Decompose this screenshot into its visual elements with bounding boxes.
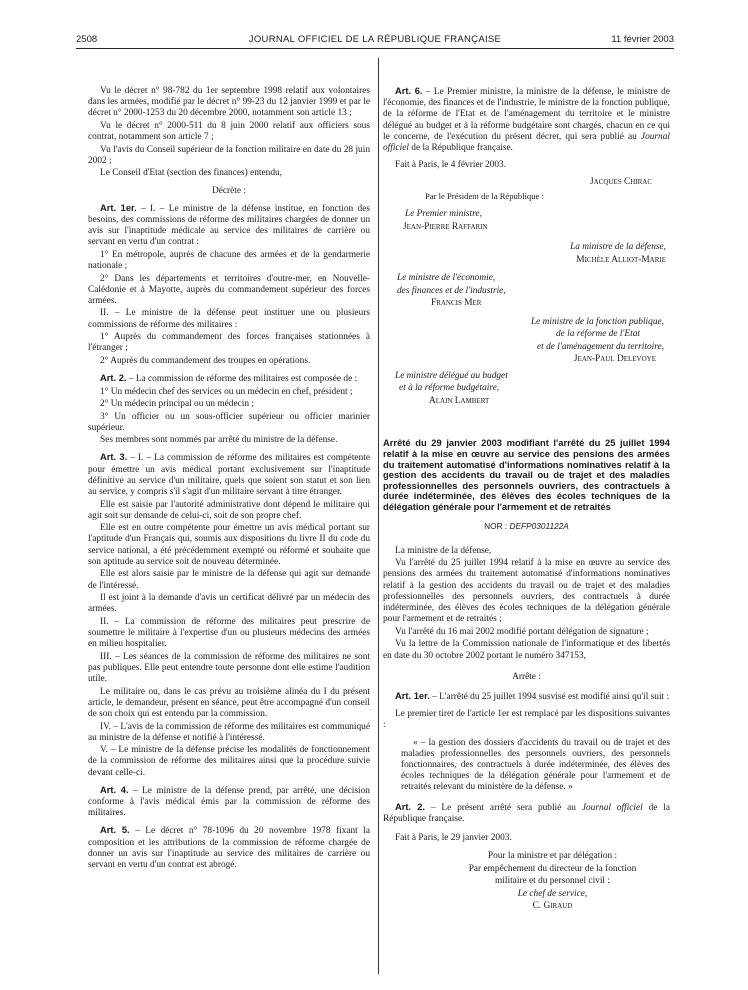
fait-date: Fait à Paris, le 29 janvier 2003.	[395, 832, 512, 843]
paragraph: 1° Auprès du commandement des forces françaises stationnées à l'étranger ;	[88, 332, 370, 354]
paragraph: Vu l'arrêté du 25 juillet 1994 relatif à la mise en œuvre au service des pensions des armées du traitement automatisé d'informations nominatives relatif à la gestion des accidents du travail ou de trajet et des maladies professionnelles des personnels ouvriers, des contractuels à durée indéterminée, des élèves des écoles techniques de la délégation générale pour l'armement et de retraités ;	[383, 558, 670, 625]
article-2: Art. 2. – La commission de réforme des militaires est composée de :	[100, 373, 358, 385]
header-rule	[76, 48, 674, 49]
signatory-name: Jean-Pierre Raffarin	[403, 221, 488, 232]
article-label: Art. 3.	[100, 452, 128, 463]
paragraph: Vu le décret n° 2000-511 du 8 juin 2000 relatif aux officiers sous contrat, notamment son article 7 ;	[88, 120, 370, 143]
fait-date: Fait à Paris, le 4 février 2003.	[395, 160, 507, 171]
article-label: Art. 2.	[100, 373, 127, 384]
paragraph: II. – Le ministre de la défense peut instituer une ou plusieurs commissions de réforme des militaires :	[88, 308, 370, 330]
page-number: 2508	[76, 34, 98, 45]
paragraph: 2° Auprès du commandement des troupes en opérations.	[100, 355, 311, 366]
delegation-line: Pour la ministre et par délégation :	[487, 851, 618, 862]
signatory-name: Alain Lambert	[429, 395, 490, 406]
signatory-title: Le ministre de l'économie,	[397, 273, 496, 284]
article-label: Art. 4.	[100, 784, 129, 795]
paragraph: Elle est alors saisie par le ministre de la défense qui agit sur demande de l'intéressé.	[88, 569, 370, 591]
paragraph: La ministre de la défense,	[395, 545, 492, 556]
signatory-title: Le chef de service,	[517, 888, 588, 899]
article-label: Art. 1er.	[395, 690, 430, 701]
column-divider	[378, 58, 379, 974]
delegation-line: Par empêchement du directeur de la fonction	[468, 863, 637, 874]
paragraph: 1° Un médecin chef des services ou un médecin en chef, président ;	[100, 386, 353, 397]
paragraph: Vu l'avis du Conseil supérieur de la fonction militaire en date du 28 juin 2002 ;	[88, 144, 370, 166]
journal-title: JOURNAL OFFICIEL DE LA RÉPUBLIQUE FRANÇAISE	[248, 34, 502, 45]
paragraph: 3° Un officier ou un sous-officier supérieur ou officier marinier supérieur.	[88, 411, 370, 433]
paragraph: Vu la lettre de la Commission nationale de l'informatique et des libertés en date du 30 octobre 2002 portant le numéro 347153,	[383, 639, 670, 661]
paragraph: Elle est saisie par l'autorité administrative dont dépend le militaire qui agit soit sur demande de celui-ci, soit de son propre chef.	[88, 499, 370, 521]
article-1-arrete: Art. 1er. – L'arrêté du 25 juillet 1994 susvisé est modifié ainsi qu'il suit :	[395, 690, 670, 702]
article-3: Art. 3. – I. – La commission de réforme des militaires est compétente pour émettre un avis médical portant exclusivement sur l'inaptitude définitive au service d'un militaire, quels que soient son statut et son lien au service, y compris s'il s'agit d'un militaire servant à titre étranger.	[88, 452, 370, 498]
president-name: Jacques Chirac	[590, 176, 652, 187]
signatory-title: des finances et de l'industrie,	[397, 285, 506, 296]
paragraph: Vu l'arrêté du 16 mai 2002 modifié portant délégation de signature ;	[395, 626, 649, 637]
article-label: Art. 2.	[395, 801, 425, 812]
article-label: Art. 6.	[395, 86, 423, 96]
quoted-text: « – la gestion des dossiers d'accidents du travail ou de trajet et des maladies professionnelles des personnels ouvriers, des personnels fonctionnaires, des contractuels à durée indéterminée, des élèves des écoles techniques de la délégation générale pour l'armement et de retraités relevant du ministère de la défense. »	[401, 737, 670, 793]
article-label: Art. 5.	[100, 825, 130, 836]
page-header	[76, 34, 674, 46]
signatory-title: La ministre de la défense,	[570, 242, 666, 253]
decrete-heading: Décrète :	[212, 185, 246, 196]
article-label: Art. 1er.	[100, 202, 137, 213]
nor-code: DEFP0301122A	[509, 520, 569, 531]
paragraph: Ses membres sont nommés par arrêté du ministre de la défense.	[100, 435, 338, 446]
paragraph: Vu le décret n° 98-782 du 1er septembre 1998 relatif aux volontaires dans les armées, modifié par le décret n° 99-23 du 12 janvier 1999 et par le décret n° 2000-1253 du 20 décembre 2000, notamment son article 13 ;	[88, 86, 370, 119]
left-column	[88, 86, 370, 873]
signatory-name: Francis Mer	[431, 298, 482, 309]
signatory-title: Le ministre délégué au budget	[395, 370, 508, 381]
paragraph: 2° Dans les départements et territoires d'outre-mer, en Nouvelle-Calédonie et à Mayotte, auprès du commandement supérieur des forces armées.	[88, 273, 370, 306]
paragraph: IV. – L'avis de la commission de réforme des militaires est communiqué au ministre de la défense et notifié à l'intéressé.	[88, 721, 370, 743]
signatory-title: Le Premier ministre,	[405, 209, 482, 220]
paragraph: III. – Les séances de la commission de réforme des militaires ne sont pas publiques. Elle peut entendre toute personne dont elle estime l'audition utile.	[88, 651, 370, 685]
paragraph: Elle est en outre compétente pour émettre un avis médical portant sur l'aptitude d'un Français qui, soumis aux dispositions du livre II du code du service national, a été précédemment exempté ou réformé et souhaite que son aptitude au service soit de nouveau déterminée.	[88, 523, 370, 567]
signatory-title: Le ministre de la fonction publique,	[530, 316, 664, 327]
signatory-name: Jean-Paul Delevoye	[573, 354, 656, 365]
par-le-president: Par le Président de la République :	[425, 190, 544, 201]
paragraph: Le Conseil d'Etat (section des finances) entendu,	[100, 168, 283, 179]
article-5: Art. 5. – Le décret n° 78-1096 du 20 novembre 1978 fixant la composition et les attributions de la commission de réforme chargée de donner un avis sur l'inaptitude au service des militaires de carrière ou servant en vertu d'un contrat est abrogé.	[88, 825, 370, 871]
delegation-line: militaire et du personnel civil :	[495, 876, 610, 887]
paragraph: Il est joint à la demande d'avis un certificat délivré par un médecin des armées.	[88, 593, 370, 615]
article-1: Art. 1er. – I. – Le ministre de la défense institue, en fonction des besoins, des commissions de réforme des militaires chargées de donner un avis sur l'inaptitude médicale au service des militaires de carrière ou servant en vertu d'un contrat :	[88, 202, 370, 248]
paragraph: II. – La commission de réforme des militaires peut prescrire de soumettre le militaire à l'expertise d'un ou plusieurs médecins des armées en milieu hospitalier.	[88, 616, 370, 650]
article-4: Art. 4. – Le ministre de la défense prend, par arrêté, une décision conforme à l'avis médical émis par la commission de réforme des militaires.	[88, 784, 370, 819]
arrete-heading: Arrête :	[512, 671, 541, 682]
signatory-title: et à la réforme budgétaire,	[399, 383, 500, 394]
arrete-title: Arrêté du 29 janvier 2003 modifiant l'arrêté du 25 juillet 1994 relatif à la mise en œuvre au service des pensions des armées du traitement automatisé d'informations nominatives relatif à la gestion des accidents du travail ou de trajet et des maladies professionnelles des personnels ouvriers, des contractuels à durée indéterminée, des élèves des écoles techniques de la délégation générale pour l'armement et de retraités	[383, 437, 670, 512]
paragraph: 2° Un médecin principal ou un médecin ;	[100, 399, 254, 410]
right-column	[383, 86, 670, 914]
publication-date: 11 février 2003	[611, 34, 674, 45]
nor-reference: NOR : DEFP0301122A	[484, 520, 569, 531]
article-2-arrete: Art. 2. – Le présent arrêté sera publié au Journal officiel de la République française.	[383, 801, 670, 824]
paragraph: Le premier tiret de l'article 1er est remplacé par les dispositions suivantes :	[383, 709, 670, 731]
paragraph: V. – Le ministre de la défense précise les modalités de fonctionnement de la commission de réforme des militaires ainsi que la procédure suivie devant celle-ci.	[88, 745, 370, 778]
signatory-name: Michèle Alliot-Marie	[576, 254, 666, 265]
signatory-title: de la réforme de l'Etat	[556, 329, 640, 340]
signatory-name: C. Giraud	[532, 901, 573, 912]
article-6: Art. 6. – Le Premier ministre, la ministre de la défense, le ministre de l'économie, des finances et de l'industrie, le ministre de la fonction publique, de la réforme de l'Etat et de l'aménagement du territoire et le ministre délégué au budget et à la réforme budgétaire sont chargés, chacun en ce qui le concerne, de l'exécution du présent décret, qui sera publié au Journal officiel de la République française.	[383, 86, 670, 154]
paragraph: 1° En métropole, auprès de chacune des armées et de la gendarmerie nationale ;	[88, 249, 370, 272]
signatory-title: et de l'aménagement du territoire,	[537, 341, 664, 352]
paragraph: Le militaire ou, dans le cas prévu au troisième alinéa du I du présent article, le demandeur, présent en séance, peut être accompagné d'un conseil de son choix qui est entendu par la commission.	[88, 686, 370, 719]
